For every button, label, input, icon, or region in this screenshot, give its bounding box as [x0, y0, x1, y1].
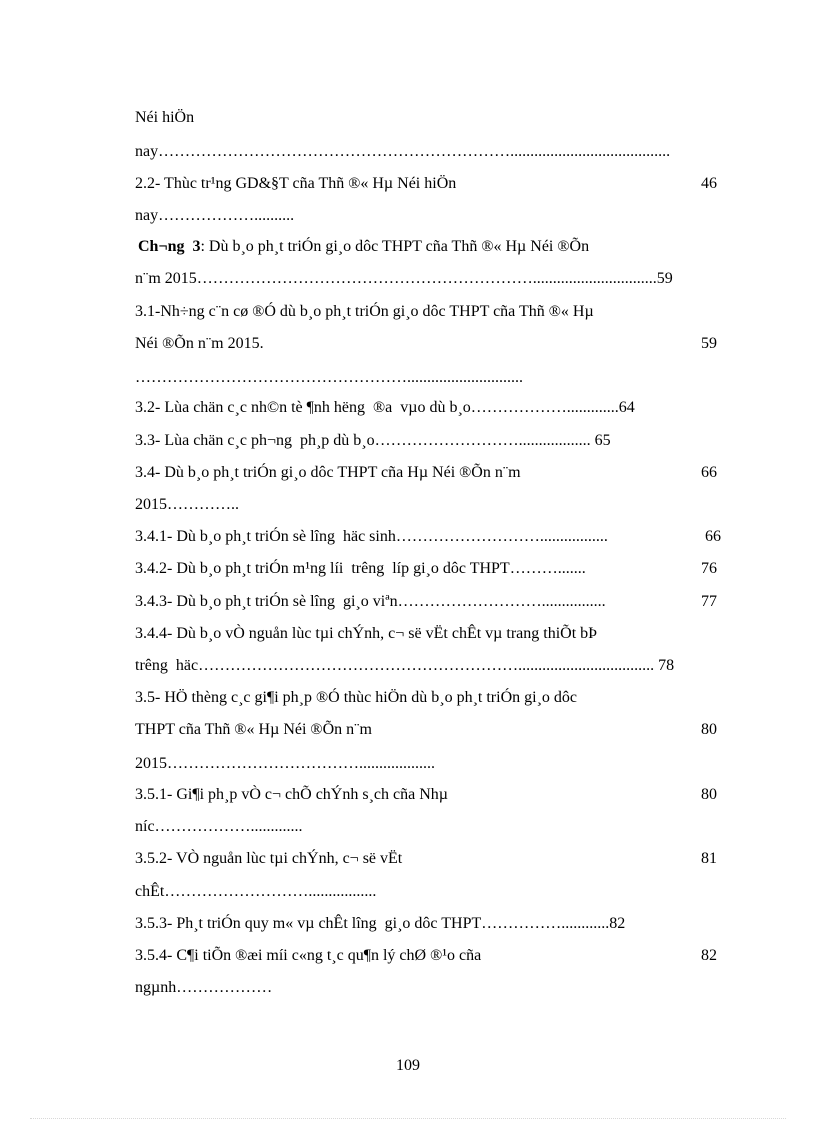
- toc-line: 3.3- Lùa chän c¸c ph¬ng ph¸p dù b¸o……………………….................. 65: [135, 432, 611, 449]
- toc-line: 3.5.3- Ph¸t triÓn quy m« vµ chÊt lîng gi¸o dôc THPT……………............82: [135, 915, 626, 932]
- toc-line: THPT cña Thñ ®« Hµ Néi ®Õn n¨m: [135, 721, 372, 738]
- toc-page-number: 80: [701, 786, 717, 803]
- footer-divider: [30, 1118, 786, 1119]
- toc-line: níc……………….............: [135, 818, 303, 835]
- toc-line: 2015………………………………...................: [135, 755, 435, 772]
- toc-page-number: 66: [701, 464, 717, 481]
- toc-page-number: 82: [701, 947, 717, 964]
- toc-line: 3.5.4- C¶i tiÕn ®æi míi c«ng t¸c qu¶n lý chØ ®¹o cña: [135, 947, 482, 964]
- toc-line: Néi ®Õn n¨m 2015.: [135, 335, 264, 352]
- toc-page-number: 81: [701, 850, 717, 867]
- toc-line: 2015…………..: [135, 496, 239, 513]
- toc-line: 3.1-Nh÷ng c¨n cø ®Ó dù b¸o ph¸t triÓn gi¸o dôc THPT cña Thñ ®« Hµ: [135, 303, 594, 320]
- chapter-title: : Dù b¸o ph¸t triÓn gi¸o dôc THPT cña Thñ ®« Hµ Néi ®Õn: [200, 238, 590, 255]
- toc-line: 3.4.3- Dù b¸o ph¸t triÓn sè lîng gi¸o viªn………………………................: [135, 593, 606, 610]
- toc-line: 3.5.1- Gi¶i ph¸p vÒ c¬ chÕ chÝnh s¸ch cña Nhµ: [135, 786, 448, 803]
- toc-line: nay………………..........: [135, 207, 295, 224]
- toc-line: 3.4.4- Dù b¸o vÒ nguån lùc tµi chÝnh, c¬ së vËt chÊt vµ trang thiÕt bÞ: [135, 625, 598, 642]
- toc-page-number: 66: [705, 528, 721, 545]
- toc-line: …………………………………………….............................: [135, 369, 523, 386]
- toc-line: chÊt……………………….................: [135, 883, 377, 900]
- toc-line: 3.4.1- Dù b¸o ph¸t triÓn sè lîng häc sinh……………………….................: [135, 528, 608, 545]
- toc-line: ngµnh………………: [135, 979, 273, 996]
- toc-line: 3.4.2- Dù b¸o ph¸t triÓn m¹ng líi trêng líp gi¸o dôc THPT……….......: [135, 560, 586, 577]
- toc-page-number: 76: [701, 560, 717, 577]
- toc-page-number: 46: [701, 175, 717, 192]
- toc-line: 3.5- HÖ thèng c¸c gi¶i ph¸p ®Ó thùc hiÖn dù b¸o ph¸t triÓn gi¸o dôc: [135, 689, 577, 706]
- chapter-heading: [138, 237, 589, 257]
- toc-line: 3.2- Lùa chän c¸c nh©n tè ¶nh hëng ®a vµo dù b¸o……………….............64: [135, 399, 635, 416]
- toc-line: 3.5.2- VÒ nguån lùc tµi chÝnh, c¬ së vËt: [135, 850, 403, 867]
- toc-line: 2.2- Thùc tr¹ng GD&§T cña Thñ ®« Hµ Néi hiÖn: [135, 175, 457, 192]
- toc-page-number: 77: [701, 593, 717, 610]
- toc-line: n¨m 2015………………………………………………………...............................59: [135, 270, 673, 287]
- chapter-label: Ch¬ng 3: [138, 238, 201, 255]
- page-number: 109: [396, 1057, 420, 1074]
- toc-page-number: 59: [701, 335, 717, 352]
- toc-page-number: 80: [701, 721, 717, 738]
- toc-line: nay…………………………………………………………........................................: [135, 143, 671, 160]
- toc-line: Néi hiÖn: [135, 109, 195, 126]
- toc-line: 3.4- Dù b¸o ph¸t triÓn gi¸o dôc THPT cña Hµ Néi ®Õn n¨m: [135, 464, 521, 481]
- toc-line: trêng häc…………………………………………………….................................. 78: [135, 657, 675, 674]
